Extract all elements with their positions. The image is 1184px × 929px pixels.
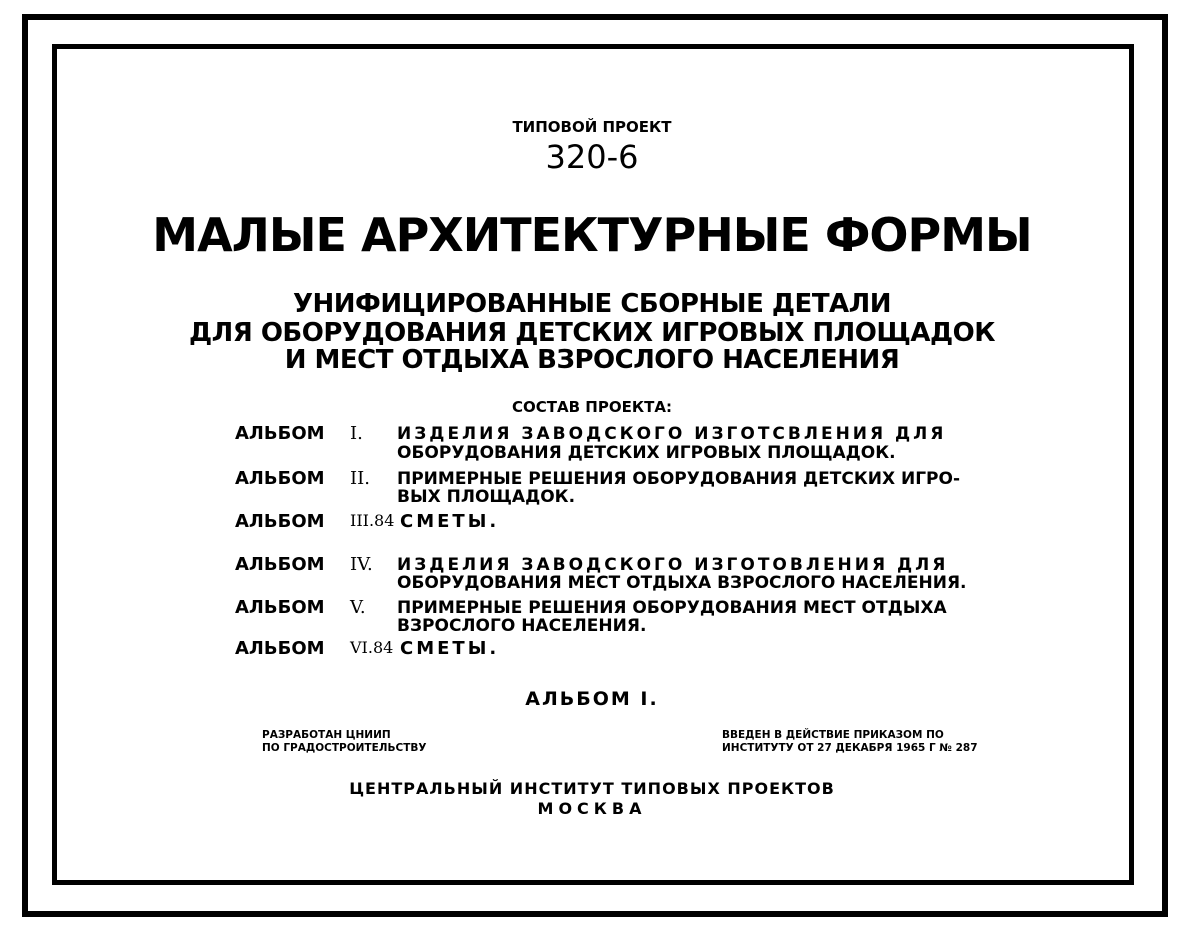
album-6-label: АЛЬБОМ (235, 638, 325, 659)
enactment-line-2: ИНСТИТУТУ ОТ 27 ДЕКАБРЯ 1965 Г № 287 (722, 742, 978, 754)
album-5-label: АЛЬБОМ (235, 597, 325, 618)
subtitle-line-2: ДЛЯ ОБОРУДОВАНИЯ ДЕТСКИХ ИГРОВЫХ ПЛОЩАДОК (189, 318, 995, 348)
developer-line-1: РАЗРАБОТАН ЦНИИП (262, 729, 391, 741)
enactment-line-1: ВВЕДЕН В ДЕЙСТВИЕ ПРИКАЗОМ ПО (722, 729, 944, 741)
album-1-line-1: ИЗДЕЛИЯ ЗАВОДСКОГО ИЗГОТСВЛЕНИЯ ДЛЯ (397, 424, 947, 444)
album-1-number: I. (350, 423, 363, 444)
album-2-line-1: ПРИМЕРНЫЕ РЕШЕНИЯ ОБОРУДОВАНИЯ ДЕТСКИХ ИГРО- (397, 469, 961, 489)
album-2-line-2: ВЫХ ПЛОЩАДОК. (397, 487, 576, 507)
album-1-label: АЛЬБОМ (235, 423, 325, 444)
album-3-line-1: СМЕТЫ. (400, 511, 500, 532)
current-album: АЛЬБОМ I. (525, 688, 659, 710)
subtitle-line-1: УНИФИЦИРОВАННЫЕ СБОРНЫЕ ДЕТАЛИ (292, 289, 892, 319)
album-6-line-1: СМЕТЫ. (400, 638, 500, 659)
developer-line-2: ПО ГРАДОСТРОИТЕЛЬСТВУ (262, 742, 427, 754)
album-3-number: III.84 (350, 511, 395, 530)
album-4-label: АЛЬБОМ (235, 554, 325, 575)
publisher-name: ЦЕНТРАЛЬНЫЙ ИНСТИТУТ ТИПОВЫХ ПРОЕКТОВ (349, 779, 835, 798)
project-number: 320-6 (545, 138, 639, 176)
album-4-line-2: ОБОРУДОВАНИЯ МЕСТ ОТДЫХА ВЗРОСЛОГО НАСЕЛЕНИЯ. (397, 573, 967, 593)
album-2-label: АЛЬБОМ (235, 468, 325, 489)
album-5-line-1: ПРИМЕРНЫЕ РЕШЕНИЯ ОБОРУДОВАНИЯ МЕСТ ОТДЫХА (397, 598, 947, 618)
album-5-line-2: ВЗРОСЛОГО НАСЕЛЕНИЯ. (397, 616, 647, 636)
album-6-number: VI.84 (350, 638, 394, 657)
subtitle-line-3: И МЕСТ ОТДЫХА ВЗРОСЛОГО НАСЕЛЕНИЯ (284, 345, 900, 375)
project-type-label: ТИПОВОЙ ПРОЕКТ (512, 118, 672, 136)
album-4-line-1: ИЗДЕЛИЯ ЗАВОДСКОГО ИЗГОТОВЛЕНИЯ ДЛЯ (397, 555, 949, 575)
album-1-line-2: ОБОРУДОВАНИЯ ДЕТСКИХ ИГРОВЫХ ПЛОЩАДОК. (397, 443, 896, 463)
album-3-label: АЛЬБОМ (235, 511, 325, 532)
contents-heading: СОСТАВ ПРОЕКТА: (512, 398, 672, 416)
album-2-number: II. (350, 468, 370, 489)
album-5-number: V. (350, 597, 366, 618)
publisher-city: МОСКВА (537, 799, 647, 818)
page-title: МАЛЫЕ АРХИТЕКТУРНЫЕ ФОРМЫ (152, 208, 1032, 262)
album-4-number: IV. (350, 554, 373, 575)
